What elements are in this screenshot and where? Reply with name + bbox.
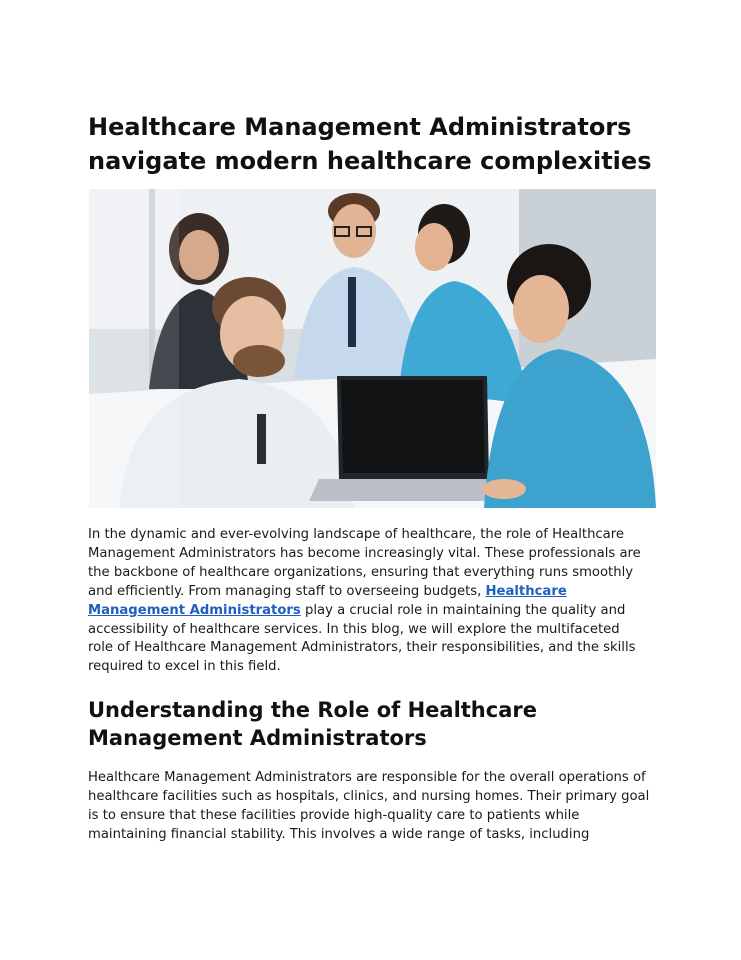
article-title: Healthcare Management Administrators navigate modern healthcare complexities	[88, 113, 652, 175]
meeting-photo-illustration	[89, 189, 656, 508]
healthcare-management-administrators-link[interactable]: Healthcare Management Administrators	[88, 583, 567, 618]
intro-text-before-link: In the dynamic and ever-evolving landscape of healthcare, the role of Healthcare Management Administrators has become increasingly vital. These professionals are the backbone of healthcare organizations, ensuring that everything runs smoothly and efficiently. From managing staff to overseeing budgets,	[88, 527, 641, 599]
section-paragraph: Healthcare Management Administrators are responsible for the overall operations of healthcare facilities such as hospitals, clinics, and nursing homes. Their primary goal is to ensure that these facilities provide high-quality care to patients while maintaining financial stability. This involves a wide range of tasks, including	[88, 770, 650, 842]
intro-text-after-link: play a crucial role in maintaining the quality and accessibility of healthcare services. In this blog, we will explore the multifaceted role of Healthcare Management Administrators, their responsibilities, and the skills required to excel in this field.	[88, 602, 636, 675]
hero-photo	[89, 189, 656, 508]
section-heading: Understanding the Role of Healthcare Management Administrators	[88, 698, 537, 750]
intro-paragraph	[88, 526, 648, 677]
